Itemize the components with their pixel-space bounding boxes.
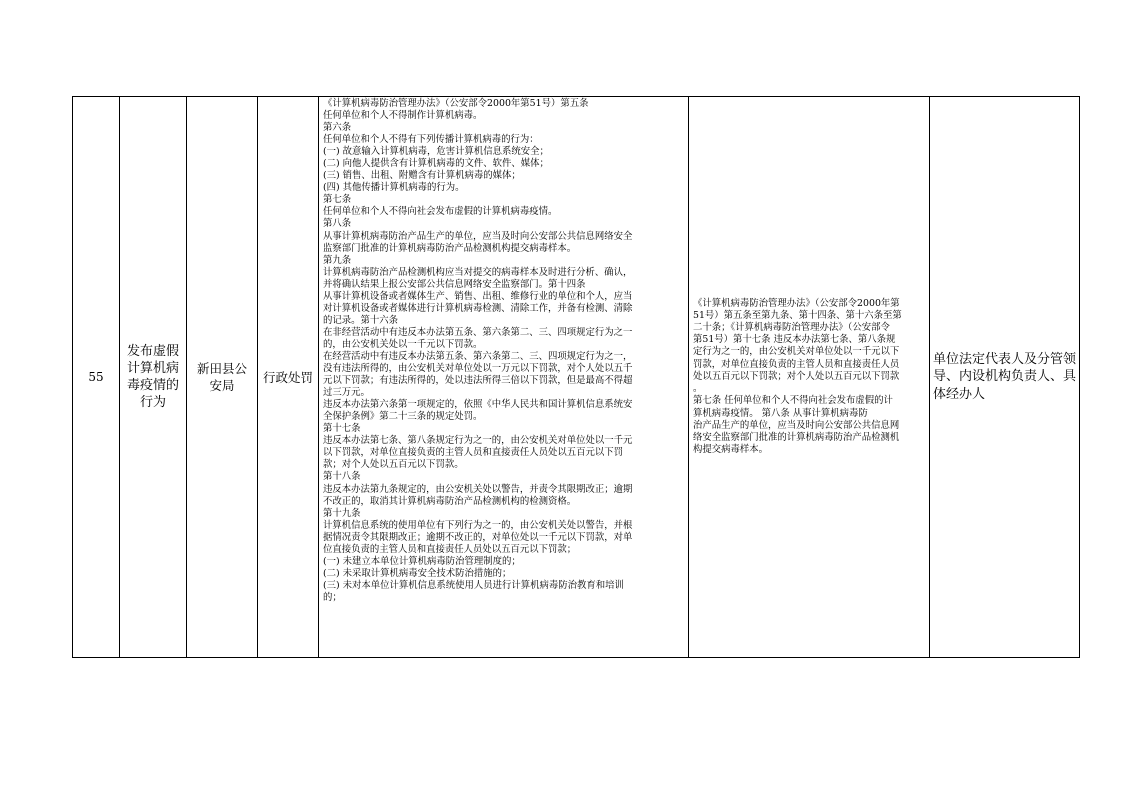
penalty-scope-line: 络安全监察部门批准的计算机病毒防治产品检测机: [693, 431, 900, 443]
legal-basis-line: 第十七条: [323, 423, 361, 435]
item-name-line: 发布虚假: [126, 344, 179, 359]
penalty-scope-line: 51号）第五条至第九条、第十四条、第十六条至第: [693, 309, 902, 321]
penalty-scope-line: 定行为之一的，由公安机关对单位处以一千元以下: [693, 346, 900, 358]
legal-basis-line: 在经营活动中有违反本办法第五条、第六条第二、三、四项规定行为之一，: [323, 350, 633, 362]
penalty-scope-line: 第七条 任何单位和个人不得向社会发布虚假的计: [693, 395, 893, 407]
legal-basis-line: 计算机病毒防治产品检测机构应当对提交的病毒样本及时进行分析、确认，: [323, 266, 633, 278]
legal-basis-line: 违反本办法第九条规定的，由公安机关处以警告，并责令其限期改正；逾期: [323, 483, 633, 495]
legal-basis-text: [319, 97, 688, 657]
legal-basis-line: 的记录。第十六条: [323, 314, 399, 326]
table-row: [73, 97, 1080, 658]
penalty-scope-line: 治产品生产的单位，应当及时向公安部公共信息网: [693, 419, 900, 431]
item-name-line: 行为: [139, 395, 166, 410]
legal-basis-line: 的，由公安机关处以一千元以下罚款。: [323, 338, 483, 350]
penalty-scope-text: [689, 298, 929, 457]
legal-basis-line: 第九条: [323, 254, 352, 266]
legal-basis-line: 第八条: [323, 218, 352, 230]
responsible-party-cell: [930, 97, 1080, 658]
legal-basis-line: 以下罚款，对单位直接负责的主管人员和直接责任人员处以五百元以下罚: [323, 447, 624, 459]
authority-cell: [187, 97, 258, 658]
legal-basis-line: 据情况责令其限期改正；逾期不改正的，对单位处以一千元以下罚款，对单: [323, 531, 633, 543]
legal-basis-line: 第六条: [323, 122, 352, 134]
authority-line: 安局: [209, 378, 235, 393]
legal-basis-line: 不改正的，取消其计算机病毒防治产品检测机构的检测资格。: [323, 495, 577, 507]
legal-basis-line: (三) 未对本单位计算机信息系统使用人员进行计算机病毒防治教育和培训: [323, 579, 624, 591]
legal-basis-line: (一) 故意输入计算机病毒，危害计算机信息系统安全；: [323, 146, 549, 158]
legal-basis-line: 任何单位和个人不得制作计算机病毒。: [323, 110, 483, 122]
legal-basis-line: 从事计算机病毒防治产品生产的单位，应当及时向公安部公共信息网络安全: [323, 230, 633, 242]
legal-basis-line: 任何单位和个人不得有下列传播计算机病毒的行为：: [323, 134, 539, 146]
legal-basis-cell: [319, 97, 689, 658]
legal-basis-line: 全保护条例》第二十三条的规定处罚。: [323, 411, 483, 423]
legal-basis-line: 第十九条: [323, 507, 361, 519]
legal-basis-line: 第十八条: [323, 471, 361, 483]
penalty-scope-line: 第51号）第十七条 违反本办法第七条、第八条规: [693, 334, 896, 346]
legal-basis-line: 《计算机病毒防治管理办法》（公安部令2000年第51号）第五条: [323, 98, 589, 109]
legal-basis-line: 违反本办法第七条、第八条规定行为之一的，由公安机关对单位处以一千元: [323, 435, 633, 447]
enforcement-table: [72, 96, 1080, 658]
category-cell: [258, 97, 319, 658]
legal-basis-line: (三) 销售、出租、附赠含有计算机病毒的媒体；: [323, 170, 521, 182]
item-name-line: 计算机病: [126, 361, 179, 376]
legal-basis-line: 违反本办法第六条第一项规定的，依照《中华人民共和国计算机信息系统安: [323, 399, 633, 411]
legal-basis-line: 并将确认结果上报公安部公共信息网络安全监察部门。第十四条: [323, 278, 586, 290]
row-number: 55: [88, 370, 104, 384]
legal-basis-line: (四) 其他传播计算机病毒的行为。: [323, 182, 465, 194]
legal-basis-line: 计算机信息系统的使用单位有下列行为之一的，由公安机关处以警告，并根: [323, 519, 633, 531]
legal-basis-line: 没有违法所得的，由公安机关对单位处以一万元以下罚款，对个人处以五千: [323, 363, 633, 375]
row-number-cell: [73, 97, 120, 658]
penalty-scope-line: 算机病毒疫情。 第八条 从事计算机病毒防: [693, 407, 868, 419]
penalty-scope-line: 处以五百元以下罚款；对个人处以五百元以下罚款: [693, 370, 900, 382]
penalty-scope-line: 构提交病毒样本。: [693, 444, 769, 456]
legal-basis-line: 的；: [323, 591, 342, 603]
legal-basis-line: 从事计算机设备或者媒体生产、销售、出租、维修行业的单位和个人，应当: [323, 290, 633, 302]
legal-basis-line: 在非经营活动中有违反本办法第五条、第六条第二、三、四项规定行为之一: [323, 326, 633, 338]
legal-basis-line: 第七条: [323, 194, 352, 206]
legal-basis-line: (二) 向他人提供含有计算机病毒的文件、软件、媒体；: [323, 158, 549, 170]
penalty-scope-line: 二十条；《计算机病毒防治管理办法》（公安部令: [693, 322, 890, 334]
legal-basis-line: 元以下罚款；有违法所得的，处以违法所得三倍以下罚款，但是最高不得超: [323, 375, 633, 387]
penalty-scope-line: 《计算机病毒防治管理办法》（公安部令2000年第: [693, 297, 900, 309]
legal-basis-line: 对计算机设备或者媒体进行计算机病毒检测、清除工作，并备有检测、清除: [323, 302, 633, 314]
legal-basis-line: 过三万元。: [323, 387, 370, 399]
penalty-scope-cell: [689, 97, 930, 658]
legal-basis-line: (一) 未建立本单位计算机病毒防治管理制度的；: [323, 555, 521, 567]
legal-basis-line: 款；对个人处以五百元以下罚款。: [323, 459, 464, 471]
penalty-scope-line: 罚款，对单位直接负责的主管人员和直接责任人员: [693, 358, 900, 370]
responsible-party-text: 单位法定代表人及分管领导、内设机构负责人、具体经办人: [933, 351, 1077, 402]
legal-basis-line: 监察部门批准的计算机病毒防治产品检测机构提交病毒样本。: [323, 242, 577, 254]
category-text: 行政处罚: [262, 370, 313, 385]
legal-basis-line: 任何单位和个人不得向社会发布虚假的计算机病毒疫情。: [323, 206, 558, 218]
legal-basis-line: (二) 未采取计算机病毒安全技术防治措施的；: [323, 567, 512, 579]
item-name-line: 毒疫情的: [126, 378, 179, 393]
legal-basis-line: 位直接负责的主管人员和直接责任人员处以五百元以下罚款；: [323, 543, 577, 555]
item-name-cell: [120, 97, 187, 658]
authority-line: 新田县公: [196, 361, 247, 376]
penalty-scope-line: 。: [693, 383, 703, 395]
